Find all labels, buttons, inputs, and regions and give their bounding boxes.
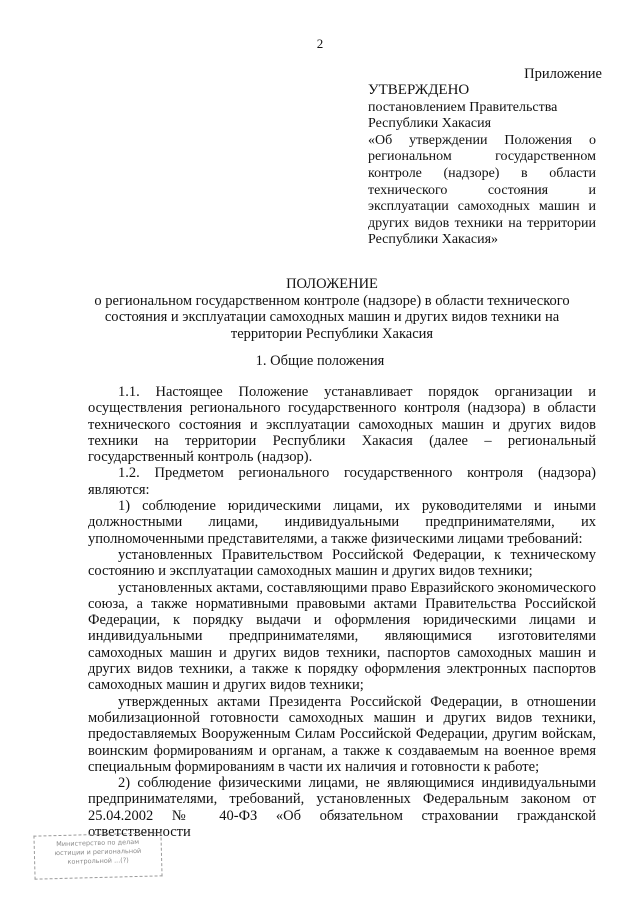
registration-stamp: [33, 832, 162, 879]
title-subtitle: о региональном государственном контроле (надзоре) в области технического состояния и эксплуатации самоходных машин и других видов техники на территории Республики Хакасия: [94, 292, 570, 342]
paragraph: 1.1. Настоящее Положение устанавливает порядок организации и осуществления регионального государственного контроля (надзора) в области технического состояния и эксплуатации самоходных машин и других видов техники на территории Республики Хакасия (далее – региональный государственный контроль (надзор).: [88, 384, 596, 466]
approval-line: постановлением Правительства: [368, 99, 558, 115]
approved-heading: УТВЕРЖДЕНО: [368, 82, 470, 98]
title-heading: ПОЛОЖЕНИЕ: [286, 276, 378, 292]
page-number: 2: [316, 36, 324, 51]
stamp-line: Министерство по делам: [56, 837, 140, 849]
approval-line: Республики Хакасия: [368, 116, 492, 132]
paragraph: 1.2. Предметом регионального государственного контроля (надзора) являются:: [88, 465, 596, 498]
paragraph: утвержденных актами Президента Российской Федерации, в отношении мобилизационной готовности самоходных машин и других видов техники, предоставляемых Вооруженным Силам Российской Федерации, другим войскам, воинским формированиям и органам, а также к создаваемым на военное время специальным формированиям в части их наличия и готовности к работе;: [88, 693, 596, 775]
approval-block: [368, 82, 596, 249]
document-title: [68, 276, 596, 342]
paragraph: установленных Правительством Российской Федерации, к техническому состоянию и эксплуатации самоходных машин и других видов техники;: [88, 546, 596, 580]
paragraph: установленных актами, составляющими право Евразийского экономического союза, а также нормативными правовыми актами Правительства Российской Федерации, к порядку выдачи и оформления юридическими лицами и индивидуальными предпринимателями, являющимися изготовителями самоходных машин и других видов техники, паспортов самоходных машин и других видов техники, а также к порядку оформления электронных паспортов самоходных машин и других видов техники;: [88, 579, 596, 694]
stamp-line: юстиции и региональной: [54, 846, 142, 858]
section-title: 1. Общие положения: [255, 353, 385, 369]
stamp-line: контрольной ...(?): [67, 856, 129, 866]
document-body: [88, 384, 596, 840]
approval-resolution-title: «Об утверждении Положения о региональном государственном контроле (надзоре) в области технического состояния и эксплуатации самоходных машин и других видов техники на территории Республики Хакасия»: [368, 132, 596, 248]
paragraph: 2) соблюдение физическими лицами, не являющимися индивидуальными предпринимателями, требований, установленных Федеральным законом от 25.04.2002 № 40-ФЗ «Об обязательном страховании гражданской ответственности: [88, 775, 596, 841]
annex-label: Приложение: [524, 66, 602, 82]
paragraph: 1) соблюдение юридическими лицами, их руководителями и иными должностными лицами, индивидуальными предпринимателями, их уполномоченными представителями, а также физическими лицами требований:: [88, 498, 596, 547]
